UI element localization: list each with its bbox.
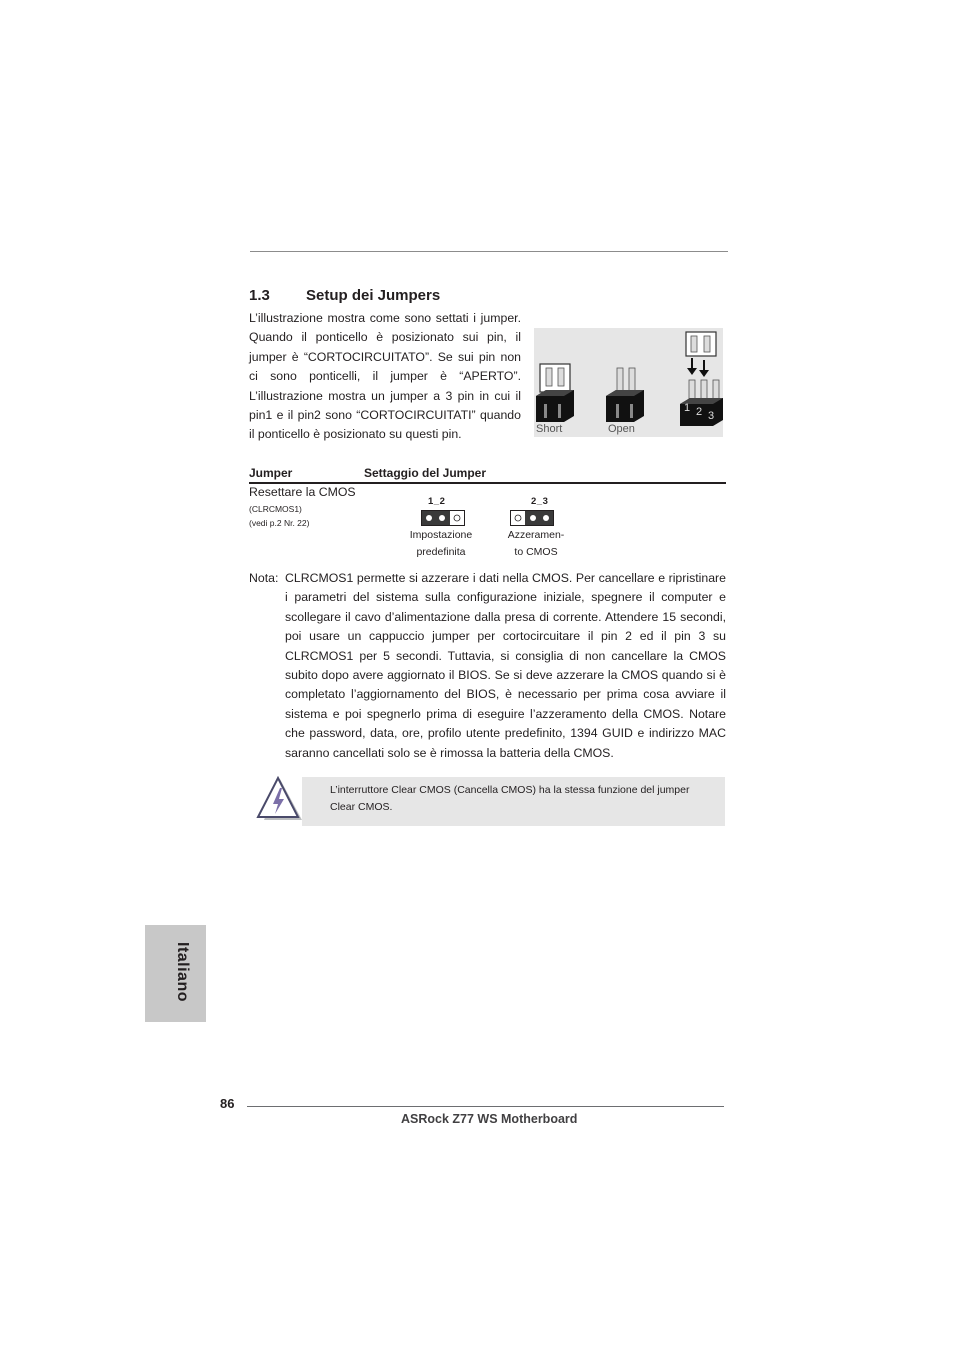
note-text: CLRCMOS1 permette si azzerare i dati nella CMOS. Per cancellare e ripristinare i parametri del sistema sulla configurazione iniziale, spegnere il computer e scollegare il cavo d’alimentazione dalla presa di corrente. Attendere 15 secondi, poi usare un cappuccio jumper per cortocircuitare il pin 2 ed il pin 3 su CLRCMOS1 per 5 secondi. Tuttavia, si consiglia di non cancellare la CMOS subito dopo avere aggiornato il BIOS. Se si deve azzerare la CMOS quando si è completato l’aggiornamento del BIOS, è necessario per prima cosa avviare il sistema e poi spegnerlo prima di eseguire l’azzeramento della CMOS. Notare che password, data, ore, profilo utente predefinito, 1394 GUID e indirizzo MAC saranno cancellati solo se è rimossa la batteria della CMOS. xyxy=(285,571,726,760)
warning-icon xyxy=(256,776,304,824)
footer-product-name: ASRock Z77 WS Motherboard xyxy=(401,1112,578,1126)
note-label: Nota: xyxy=(249,571,279,585)
top-rule xyxy=(250,251,728,252)
callout-text: L’interruttore Clear CMOS (Cancella CMOS) ha la stessa funzione del jumper Clear CMOS. xyxy=(330,784,690,813)
open-label: Open xyxy=(608,423,635,435)
short-label: Short xyxy=(536,423,563,435)
column-header-setting: Settaggio del Jumper xyxy=(364,466,487,480)
option1-caption xyxy=(401,527,481,561)
jumper-illustration xyxy=(534,328,723,437)
table-header-rule xyxy=(249,482,726,484)
note-paragraph xyxy=(285,569,726,763)
option1-pin-label: 1_2 xyxy=(428,496,446,507)
callout-box xyxy=(302,777,725,826)
option1-caption-line2: predefinita xyxy=(416,546,466,558)
column-header-jumper: Jumper xyxy=(249,466,293,480)
section-title: Setup dei Jumpers xyxy=(306,287,441,304)
section-heading xyxy=(249,287,440,304)
option2-jumper-diagram xyxy=(510,510,554,526)
pin-label-3: 3 xyxy=(708,410,715,422)
short-jumper-graphic xyxy=(536,364,574,422)
intro-paragraph xyxy=(249,309,521,445)
option2-caption-line1: Azzeramen- xyxy=(507,529,565,541)
jumper-drawing xyxy=(534,328,723,437)
option2-pin-label: 2_3 xyxy=(531,496,549,507)
open-jumper-graphic xyxy=(606,368,644,422)
option2-caption xyxy=(496,527,576,561)
row-label: Resettare la CMOS xyxy=(249,485,356,499)
pin-label-2: 2 xyxy=(696,406,703,418)
intro-text: L’illustrazione mostra come sono settati i jumper. Quando il ponticello è posizionato sui pin, il jumper è “CORTOCIRCUITATO”. Se sui pin non ci sono ponticelli, il jumper è “APERTO”. L’illustrazione mostra un jumper a 3 pin in cui il pin1 e il pin2 sono “CORTOCIRCUITATI” quando il ponticello è posizionato su questi pin. xyxy=(249,311,521,442)
footer-rule xyxy=(247,1106,724,1107)
page-number: 86 xyxy=(220,1096,235,1111)
language-side-tab-label: Italiano xyxy=(174,941,191,1003)
pin-label-1: 1 xyxy=(684,402,691,414)
option2-caption-line2: to CMOS xyxy=(514,546,558,558)
option1-jumper-diagram xyxy=(421,510,465,526)
row-sub-jumper-id: (CLRCMOS1) xyxy=(249,504,302,514)
option1-caption-line1: Impostazione xyxy=(409,529,473,541)
section-number: 1.3 xyxy=(249,287,270,304)
row-sub-reference: (vedi p.2 Nr. 22) xyxy=(249,518,310,528)
